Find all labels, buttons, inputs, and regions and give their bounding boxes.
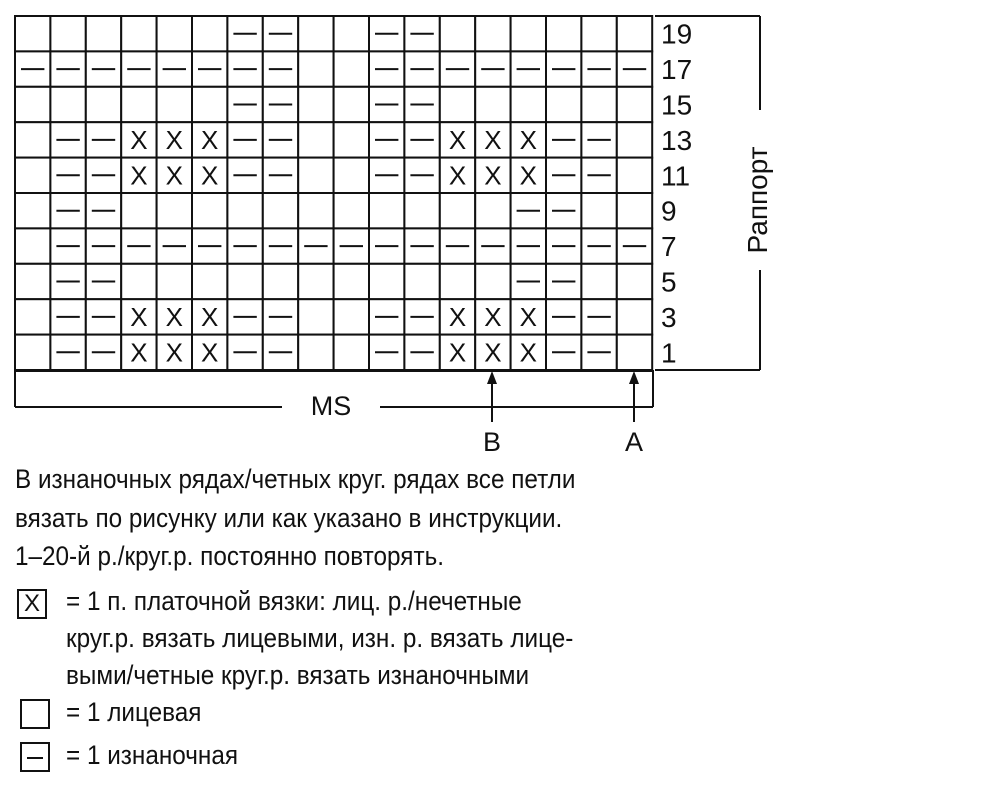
chart-cell — [617, 51, 652, 86]
chart-cell — [617, 299, 652, 334]
chart-cell — [263, 335, 298, 370]
chart-cell — [546, 264, 581, 299]
garter-mark: X — [519, 124, 537, 155]
chart-cell — [546, 299, 581, 334]
chart-cell — [440, 335, 475, 370]
chart-cell — [227, 122, 262, 157]
row-number: 17 — [661, 54, 693, 86]
chart-cell — [440, 122, 475, 157]
chart-cell — [86, 87, 121, 122]
chart-cell — [263, 158, 298, 193]
chart-cell — [546, 87, 581, 122]
chart-cell — [86, 335, 121, 370]
garter-mark: X — [130, 124, 148, 155]
chart-cell — [50, 87, 85, 122]
chart-cell — [581, 335, 616, 370]
chart-cell — [50, 51, 85, 86]
chart-cell — [15, 299, 50, 334]
chart-cell — [369, 87, 404, 122]
chart-cell — [511, 335, 546, 370]
garter-mark: X — [201, 337, 219, 368]
chart-cell — [440, 193, 475, 228]
chart-cell — [404, 51, 439, 86]
chart-cell — [475, 16, 510, 51]
chart-cell — [50, 193, 85, 228]
chart-cell — [511, 87, 546, 122]
chart-cell — [404, 16, 439, 51]
chart-cell — [440, 228, 475, 263]
chart-cell — [369, 335, 404, 370]
chart-cell — [511, 228, 546, 263]
chart-cell — [440, 299, 475, 334]
row-number: 5 — [661, 266, 677, 298]
chart-cell — [369, 51, 404, 86]
x-icon: X — [23, 590, 40, 617]
garter-mark: X — [130, 160, 148, 191]
chart-cell — [511, 51, 546, 86]
chart-cell — [86, 193, 121, 228]
chart-cell — [617, 193, 652, 228]
row-number: 19 — [661, 18, 693, 50]
note-line-3: 1–20-й р./круг.р. постоянно повторять. — [15, 541, 445, 571]
chart-cell — [50, 264, 85, 299]
row-number: 9 — [661, 195, 677, 227]
chart-cell — [617, 16, 652, 51]
chart-cell — [86, 122, 121, 157]
chart-cell — [227, 87, 262, 122]
chart-cell — [192, 87, 227, 122]
chart-cell — [440, 51, 475, 86]
chart-cell — [15, 193, 50, 228]
chart-cell — [263, 122, 298, 157]
chart-cell — [546, 122, 581, 157]
chart-cell — [581, 264, 616, 299]
chart-cell — [157, 16, 192, 51]
chart-cell — [15, 16, 50, 51]
chart-cell — [121, 264, 156, 299]
garter-mark: X — [519, 337, 537, 368]
chart-cell — [511, 122, 546, 157]
marker-a-label: A — [624, 427, 644, 457]
chart-cell — [404, 193, 439, 228]
chart-cell — [546, 51, 581, 86]
chart-cell — [298, 228, 333, 263]
chart-cell — [15, 264, 50, 299]
chart-cell — [546, 193, 581, 228]
marker-b-arrow — [487, 371, 497, 422]
legend-garter-symbol — [17, 589, 47, 619]
garter-mark: X — [484, 301, 502, 332]
chart-cell — [227, 264, 262, 299]
chart-cell — [475, 193, 510, 228]
garter-mark: X — [165, 160, 183, 191]
chart-cell — [121, 87, 156, 122]
chart-cell — [263, 51, 298, 86]
chart-cell — [617, 264, 652, 299]
chart-cell — [440, 264, 475, 299]
chart-cell — [617, 158, 652, 193]
chart-cell — [581, 87, 616, 122]
garter-mark: X — [519, 160, 537, 191]
chart-cell — [86, 158, 121, 193]
chart-cell — [440, 16, 475, 51]
garter-mark: X — [448, 124, 467, 155]
chart-cell — [227, 51, 262, 86]
legend-purl-text: = 1 изнаночная — [66, 740, 239, 770]
chart-cell — [121, 51, 156, 86]
chart-grid — [15, 16, 652, 370]
chart-cell — [440, 87, 475, 122]
garter-mark: X — [165, 124, 183, 155]
chart-cell — [298, 51, 333, 86]
chart-cell — [475, 335, 510, 370]
chart-cell — [617, 122, 652, 157]
chart-cell — [192, 193, 227, 228]
chart-cell — [404, 158, 439, 193]
chart-cell — [227, 193, 262, 228]
chart-cell — [475, 299, 510, 334]
chart-cell — [227, 158, 262, 193]
legend-knit-text: = 1 лицевая — [66, 697, 202, 727]
chart-cell — [192, 158, 227, 193]
chart-cell — [369, 158, 404, 193]
chart-cell — [404, 122, 439, 157]
legend-garter-line-1: = 1 п. платочной вязки: лиц. р./нечетные — [66, 586, 522, 616]
chart-cell — [50, 16, 85, 51]
chart-cell — [369, 264, 404, 299]
chart-cell — [50, 158, 85, 193]
chart-cell — [298, 16, 333, 51]
chart-cell — [121, 122, 156, 157]
chart-cell — [157, 193, 192, 228]
chart-cell — [334, 87, 369, 122]
chart-cell — [121, 193, 156, 228]
chart-cell — [511, 264, 546, 299]
chart-cell — [298, 264, 333, 299]
chart-cell — [475, 51, 510, 86]
row-number-labels — [661, 19, 692, 369]
chart-cell — [617, 228, 652, 263]
chart-cell — [404, 264, 439, 299]
note-line-1: В изнаночных рядах/четных круг. рядах все петли — [15, 464, 576, 494]
row-number: 3 — [661, 301, 677, 333]
chart-cell — [157, 299, 192, 334]
chart-cell — [369, 122, 404, 157]
chart-cell — [227, 299, 262, 334]
chart-cell — [581, 158, 616, 193]
chart-cell — [581, 16, 616, 51]
chart-cell — [86, 299, 121, 334]
garter-mark: X — [448, 301, 467, 332]
garter-mark: X — [201, 160, 219, 191]
chart-cell — [86, 16, 121, 51]
legend-purl-symbol — [20, 742, 50, 772]
chart-cell — [192, 335, 227, 370]
chart-cell — [157, 87, 192, 122]
garter-mark: X — [130, 337, 148, 368]
garter-mark: X — [201, 301, 219, 332]
chart-cell — [86, 228, 121, 263]
chart-cell — [404, 228, 439, 263]
repeat-label: Раппорт — [742, 146, 773, 254]
garter-mark: X — [201, 124, 219, 155]
chart-cell — [192, 299, 227, 334]
garter-mark: X — [448, 160, 467, 191]
chart-cell — [298, 299, 333, 334]
ms-label: MS — [310, 391, 352, 421]
chart-cell — [15, 87, 50, 122]
chart-cell — [157, 264, 192, 299]
chart-cell — [581, 193, 616, 228]
chart-cell — [263, 264, 298, 299]
chart-cell — [511, 299, 546, 334]
row-number: 7 — [661, 231, 677, 263]
dash-icon — [27, 757, 43, 759]
chart-cell — [15, 122, 50, 157]
chart-cell — [227, 16, 262, 51]
chart-cell — [157, 228, 192, 263]
chart-cell — [192, 122, 227, 157]
chart-cell — [369, 299, 404, 334]
chart-cell — [50, 228, 85, 263]
chart-cell — [334, 228, 369, 263]
chart-cell — [546, 158, 581, 193]
chart-cell — [15, 158, 50, 193]
chart-cell — [192, 16, 227, 51]
chart-cell — [121, 335, 156, 370]
chart-cell — [157, 122, 192, 157]
chart-cell — [50, 299, 85, 334]
chart-cell — [298, 87, 333, 122]
chart-cell — [475, 158, 510, 193]
chart-cell — [369, 228, 404, 263]
garter-mark: X — [448, 337, 467, 368]
chart-cell — [581, 51, 616, 86]
chart-cell — [50, 122, 85, 157]
chart-cell — [192, 264, 227, 299]
garter-mark: X — [484, 124, 502, 155]
chart-cell — [546, 16, 581, 51]
chart-cell — [157, 335, 192, 370]
chart-cell — [263, 193, 298, 228]
garter-mark: X — [130, 301, 148, 332]
chart-cell — [121, 299, 156, 334]
chart-cell — [581, 228, 616, 263]
chart-cell — [369, 16, 404, 51]
garter-mark: X — [484, 337, 502, 368]
chart-cell — [298, 335, 333, 370]
row-number: 15 — [661, 89, 693, 121]
chart-cell — [86, 264, 121, 299]
chart-cell — [263, 16, 298, 51]
chart-cell — [298, 193, 333, 228]
marker-a-arrow — [629, 371, 639, 422]
chart-cell — [157, 158, 192, 193]
chart-cell — [581, 299, 616, 334]
chart-cell — [50, 335, 85, 370]
chart-cell — [334, 264, 369, 299]
chart-cell — [192, 51, 227, 86]
chart-cell — [298, 158, 333, 193]
row-number: 1 — [661, 337, 677, 369]
legend-garter-line-3: выми/четные круг.р. вязать изнаночными — [66, 660, 530, 690]
chart-cell — [334, 16, 369, 51]
legend-garter-line-2: круг.р. вязать лицевыми, изн. р. вязать лице- — [66, 623, 574, 653]
garter-mark: X — [519, 301, 537, 332]
chart-cell — [617, 335, 652, 370]
chart-cell — [334, 335, 369, 370]
chart-cell — [440, 158, 475, 193]
chart-cell — [192, 228, 227, 263]
chart-cell — [581, 122, 616, 157]
chart-cell — [334, 51, 369, 86]
chart-cell — [475, 87, 510, 122]
chart-cell — [511, 193, 546, 228]
chart-cell — [227, 228, 262, 263]
note-line-2: вязать по рисунку или как указано в инструкции. — [15, 503, 563, 533]
chart-cell — [475, 228, 510, 263]
chart-cell — [121, 228, 156, 263]
garter-mark: X — [484, 160, 502, 191]
legend-knit-symbol — [20, 699, 50, 729]
chart-cell — [511, 16, 546, 51]
chart-cell — [15, 228, 50, 263]
chart-cell — [298, 122, 333, 157]
chart-cell — [263, 87, 298, 122]
chart-cell — [404, 87, 439, 122]
chart-cell — [121, 16, 156, 51]
chart-cell — [546, 335, 581, 370]
chart-cell — [404, 299, 439, 334]
chart-cell — [369, 193, 404, 228]
chart-cell — [334, 122, 369, 157]
chart-cell — [334, 193, 369, 228]
chart-cell — [263, 299, 298, 334]
chart-cell — [334, 158, 369, 193]
chart-cell — [475, 122, 510, 157]
chart-cell — [86, 51, 121, 86]
chart-cell — [263, 228, 298, 263]
chart-cell — [157, 51, 192, 86]
row-number: 13 — [661, 124, 693, 156]
chart-cell — [617, 87, 652, 122]
chart-cell — [475, 264, 510, 299]
chart-cell — [15, 335, 50, 370]
chart-cell — [546, 228, 581, 263]
chart-cell — [121, 158, 156, 193]
garter-mark: X — [165, 301, 183, 332]
marker-b-label: B — [482, 427, 502, 457]
chart-cell — [404, 335, 439, 370]
chart-cell — [334, 299, 369, 334]
garter-mark: X — [165, 337, 183, 368]
chart-cell — [15, 51, 50, 86]
chart-cell — [227, 335, 262, 370]
row-number: 11 — [661, 160, 691, 192]
chart-cell — [511, 158, 546, 193]
